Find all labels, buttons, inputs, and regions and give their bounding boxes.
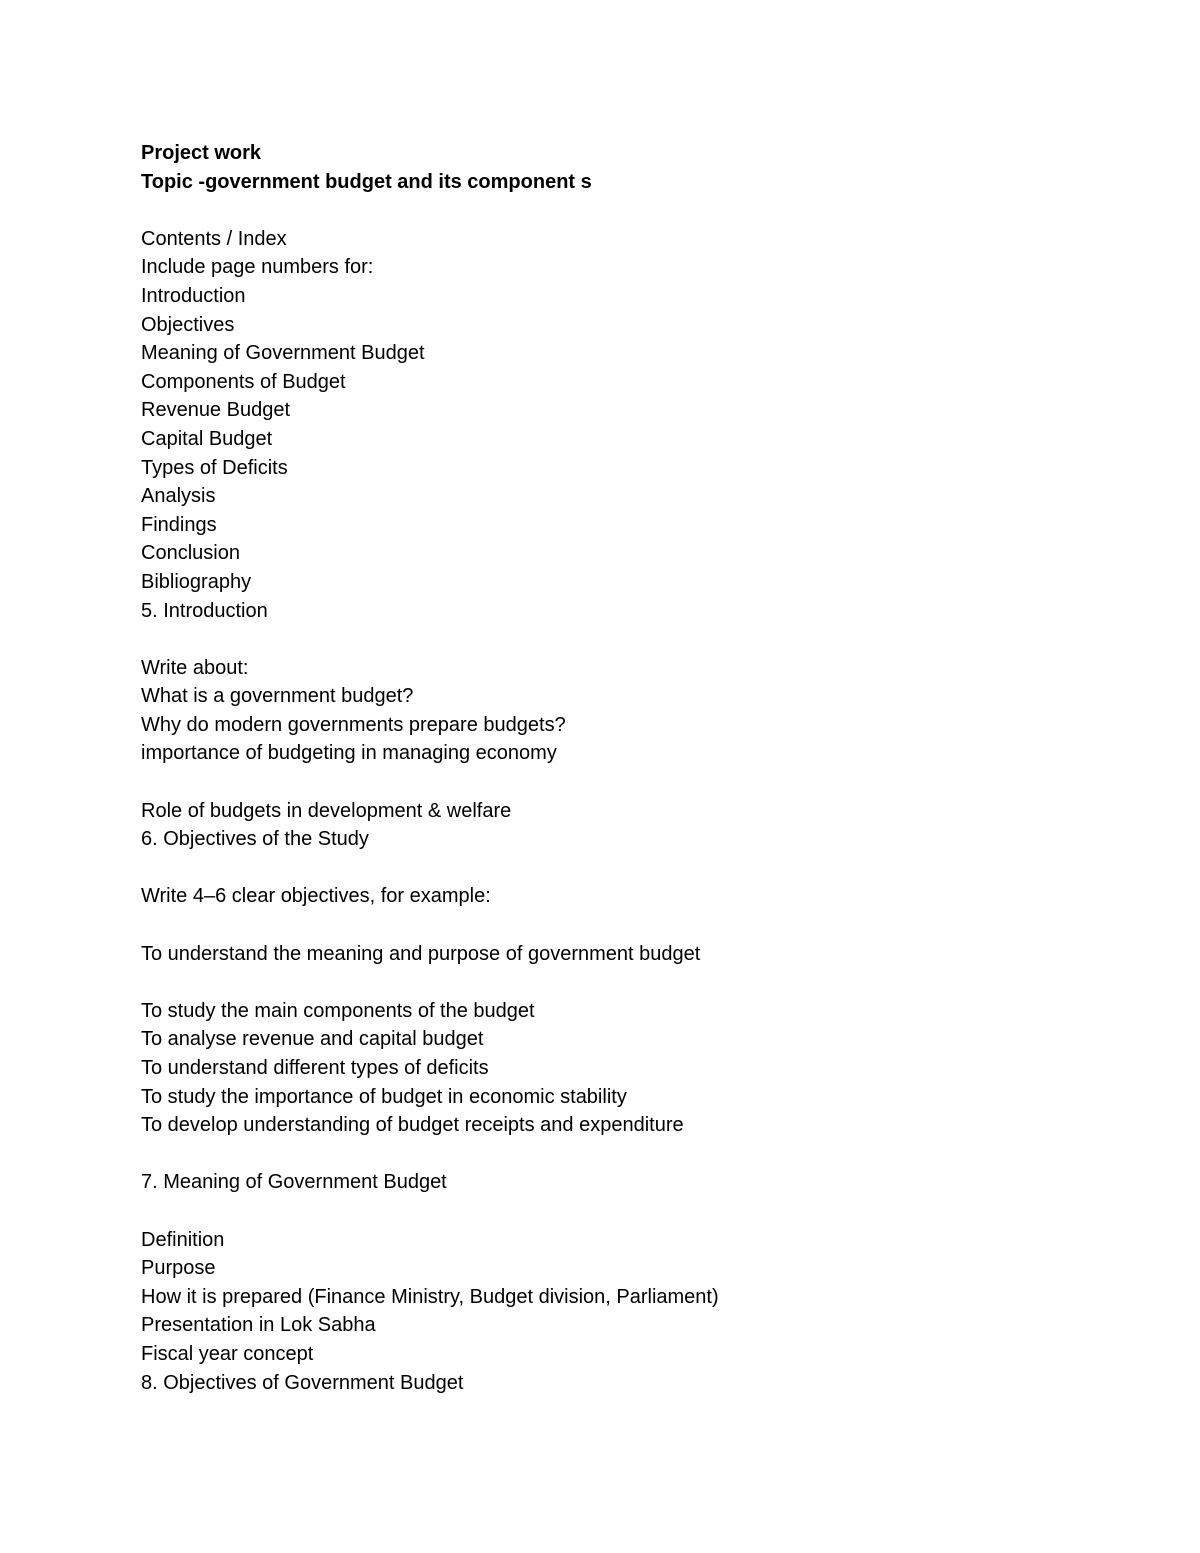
document-topic: Topic -government budget and its component s [141,170,592,193]
text-line: To understand different types of deficits [141,1057,489,1079]
blank-line [141,768,1101,797]
text-line: 8. Objectives of Government Budget [141,1371,464,1394]
text-line: Include page numbers for: [141,256,374,279]
text-line: Fiscal year concept [141,1342,314,1365]
text-line: Capital Budget [141,427,273,450]
text-line: Objectives [141,313,235,336]
text-line: Bibliography [141,570,252,593]
text-line: Write 4–6 clear objectives, for example: [141,885,491,908]
text-line: To develop understanding of budget receipts and expenditure [141,1114,684,1137]
text-line: 5. Introduction [141,599,268,622]
text-line: Components of Budget [141,370,346,393]
text-line: To study the main components of the budget [141,999,535,1022]
document-lines [141,196,1101,1397]
text-line: Role of budgets in development & welfare [141,799,512,822]
blank-line [141,911,1101,940]
document-title: Project work [141,142,262,164]
text-line: 6. Objectives of the Study [141,828,369,851]
blank-line [141,196,1101,225]
blank-line [141,1140,1101,1169]
text-line: To understand the meaning and purpose of government budget [141,942,701,965]
blank-line [141,625,1101,654]
text-line: Write about: [141,656,249,679]
text-line: Introduction [141,284,246,307]
text-line: Contents / Index [141,227,287,250]
text-line: To analyse revenue and capital budget [141,1028,484,1051]
text-line: Conclusion [141,542,240,565]
text-line: Analysis [141,485,216,508]
blank-line [141,854,1101,883]
text-line: importance of budgeting in managing economy [141,742,557,765]
blank-line [141,968,1101,997]
blank-line [141,1197,1101,1226]
text-line: Purpose [141,1257,216,1280]
text-line: Presentation in Lok Sabha [141,1314,376,1337]
text-line: Findings [141,513,217,536]
text-line: Why do modern governments prepare budgets? [141,713,566,736]
text-line: 7. Meaning of Government Budget [141,1171,447,1194]
text-line: Types of Deficits [141,456,288,479]
document-body [141,139,1101,1397]
text-line: Meaning of Government Budget [141,342,425,365]
text-line: To study the importance of budget in economic stability [141,1085,627,1108]
text-line: What is a government budget? [141,685,414,708]
text-line: Revenue Budget [141,399,291,422]
text-line: Definition [141,1228,225,1251]
text-line: How it is prepared (Finance Ministry, Budget division, Parliament) [141,1285,719,1308]
